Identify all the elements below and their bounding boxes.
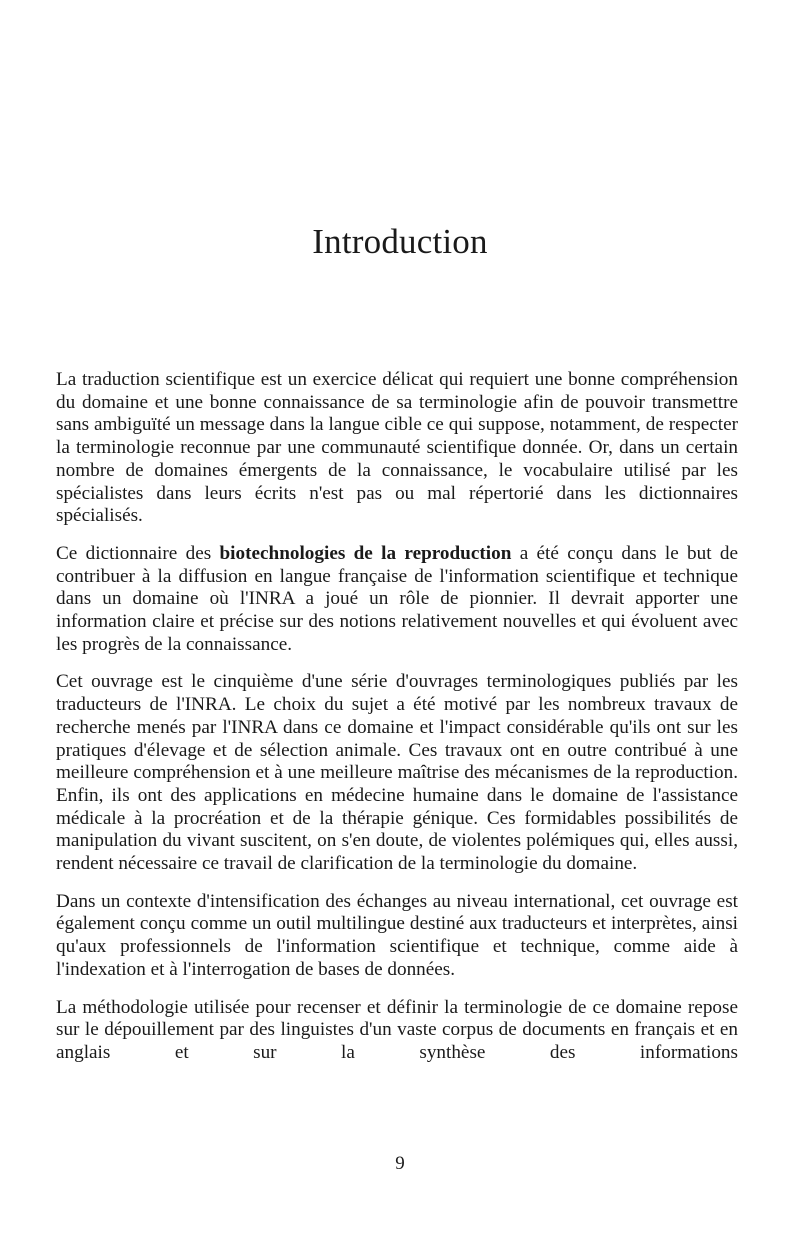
emphasized-term: biotechnologies de la reproduction (219, 542, 512, 564)
paragraph-1: La traduction scientifique est un exercice délicat qui requiert une bonne compréhension du domaine et une bonne connaissance de sa terminologie afin de pouvoir transmettre sans ambiguïté un message dans la langue cible ce qui suppose, notamment, de respecter la terminologie reconnue par une communauté scientifique donnée. Or, dans un certain nombre de domaines émergents de la connaissance, le vocabulaire utilisé par les spécialistes dans leurs écrits n'est pas ou mal répertorié dans les dictionnaires spécialisés. (56, 369, 738, 527)
paragraph-4: Dans un contexte d'intensification des échanges au niveau international, cet ouvrage est également conçu comme un outil multilingue destiné aux traducteurs et interprètes, ainsi qu'aux professionnels de l'information scientifique et technique, comme aide à l'indexation et à l'interrogation de bases de données. (56, 890, 738, 980)
page-title: Introduction (312, 222, 488, 261)
page-number: 9 (395, 1153, 405, 1174)
paragraph-5: La méthodologie utilisée pour recenser et définir la terminologie de ce domaine repose sur le dépouillement par des linguistes d'un vaste corpus de documents en français et en anglais et sur la synthèse des informations (56, 996, 738, 1063)
paragraph-2-intro: Ce dictionnaire des (56, 542, 220, 564)
paragraph-3: Cet ouvrage est le cinquième d'une série d'ouvrages terminologiques publiés par les traducteurs de l'INRA. Le choix du sujet a été motivé par les nombreux travaux de recherche menés par l'INRA dans ce domaine et l'impact considérable qu'ils ont sur les pratiques d'élevage et de sélection animale. Ces travaux ont en outre contribué à une meilleure compréhension et à une meilleure maîtrise des mécanismes de la reproduction. Enfin, ils ont des applications en médecine humaine dans le domaine de l'assistance médicale à la procréation et de la thérapie génique. Ces formidables possibilités de manipulation du vivant suscitent, on s'en doute, de violentes polémiques qui, elles aussi, rendent nécessaire ce travail de clarification de la terminologie du domaine. (56, 671, 738, 875)
paragraph-2 (56, 543, 738, 657)
paragraph-2-rest: a été conçu dans le but de contribuer à la diffusion en langue française de l'information scientifique et technique dans un domaine où l'INRA a joué un rôle de pionnier. Il devrait apporter une information claire et précise sur des notions relativement nouvelles et qui évoluent avec les progrès de la connaissance. (56, 542, 739, 655)
body-text (56, 369, 738, 1080)
